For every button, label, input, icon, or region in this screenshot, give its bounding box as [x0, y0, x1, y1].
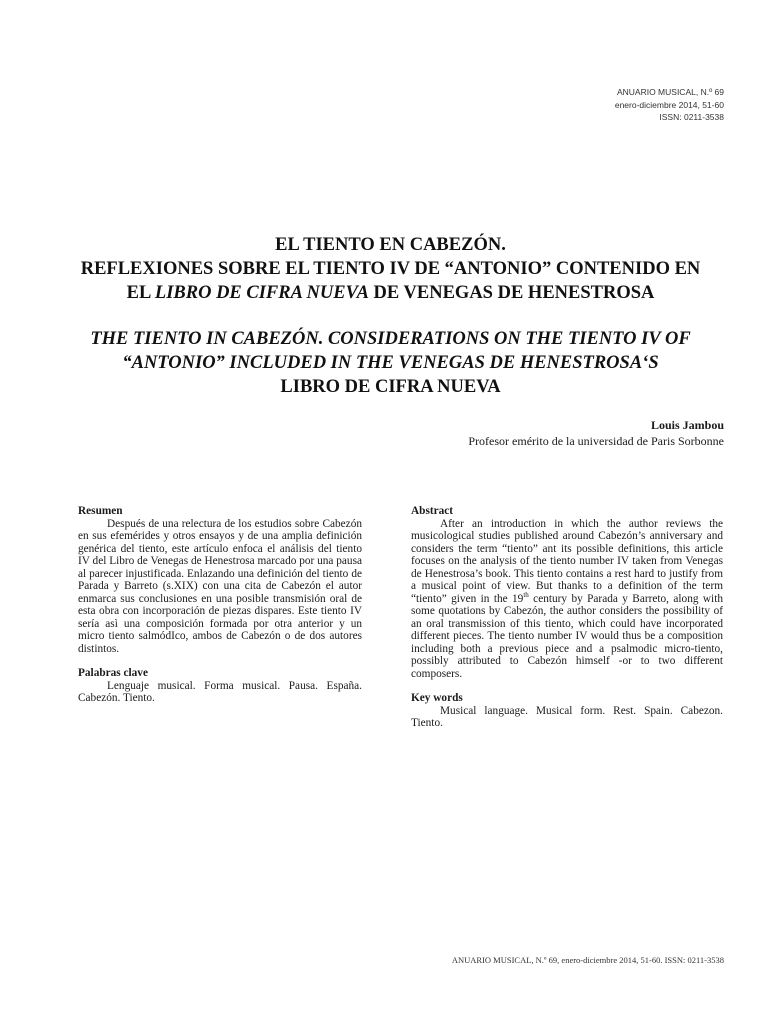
journal-header	[615, 86, 724, 124]
key-words-heading: Key words	[411, 692, 463, 704]
title-en-line-2: “ANTONIO” INCLUDED IN THE VENEGAS DE HENESTROSA‘S	[122, 353, 659, 373]
title-spanish	[60, 233, 721, 305]
abstract-superscript: th	[523, 590, 529, 599]
title-en-line-3: LIBRO DE CIFRA NUEVA	[280, 377, 501, 397]
title-es-line-3-post: DE VENEGAS DE HENESTROSA	[368, 283, 655, 303]
palabras-clave-text: Lenguaje musical. Forma musical. Pausa. España. Cabezón. Tiento.	[78, 679, 362, 704]
spanish-abstract-column	[78, 505, 362, 705]
palabras-clave-heading: Palabras clave	[78, 667, 148, 679]
english-abstract-column	[411, 505, 723, 730]
author-affiliation: Profesor emérito de la universidad de Paris Sorbonne	[468, 434, 724, 448]
abstract-text-part-2: century by Parada y Barreto, along with some quotations by Cabezón, the author considers the possibility of an oral transmission of this tiento, which could have incorporated different pieces. The tiento number IV would thus be a composition including both a previous piece and a psalmodic micro-tiento, possibly attributed to Cabezón himself -or to two different composers.	[411, 592, 723, 680]
journal-name: ANUARIO MUSICAL, N.º 69	[616, 87, 724, 97]
author-name: Louis Jambou	[650, 418, 724, 432]
title-es-book-title: LIBRO DE CIFRA NUEVA	[154, 283, 369, 303]
author-block	[468, 417, 724, 449]
abstract-text-part-1: After an introduction in which the author reviews the musicological studies published around Cabezón’s anniversary and considers the term “tiento” ant its possible definitions, this article focuses on the analysis of the tiento number IV taken from Venegas de Henestrosa’s book. This tiento contains a rest hard to justify from a musical point of view. But thanks to a definition of the term “tiento” given in the 19	[411, 517, 723, 605]
title-es-line-1: EL TIENTO EN CABEZÓN.	[275, 235, 506, 255]
abstract-heading: Abstract	[411, 505, 454, 517]
title-english	[60, 327, 721, 399]
key-words-text: Musical language. Musical form. Rest. Spain. Cabezon. Tiento.	[411, 704, 723, 729]
title-es-line-3-pre: EL	[126, 283, 155, 303]
abstract-text	[411, 518, 723, 681]
title-en-line-1: THE TIENTO IN CABEZÓN. CONSIDERATIONS ON THE TIENTO IV OF	[90, 329, 691, 349]
resumen-text: Después de una relectura de los estudios sobre Cabezón en sus efemérides y otros ensayos y de una amplia definición genérica del tiento, este artículo enfoca el análisis del tiento IV del Libro de Venegas de Henestrosa marcado por una pausa al parecer injustificada. Enlazando una definición del tiento de Parada y Barreto (s.XIX) con una cita de Cabezón el autor enmarca sus conclusiones en una posible transmisión oral de esta obra con incorporación de piezas dispares. Este tiento IV sería asì una composición formada por otra anterior y un micro tiento salmódIco, ambos de Cabezón o de dos autores distintos.	[78, 517, 362, 655]
resumen-heading: Resumen	[78, 505, 123, 517]
page-footer: ANUARIO MUSICAL, N.º 69, enero-diciembre 2014, 51-60. ISSN: 0211-3538	[451, 955, 724, 965]
journal-date-pages: enero-diciembre 2014, 51-60	[614, 99, 724, 110]
journal-issn: ISSN: 0211-3538	[659, 112, 724, 122]
title-es-line-2: REFLEXIONES SOBRE EL TIENTO IV DE “ANTONIO” CONTENIDO EN	[80, 259, 701, 279]
title-es-line-3	[60, 281, 721, 305]
